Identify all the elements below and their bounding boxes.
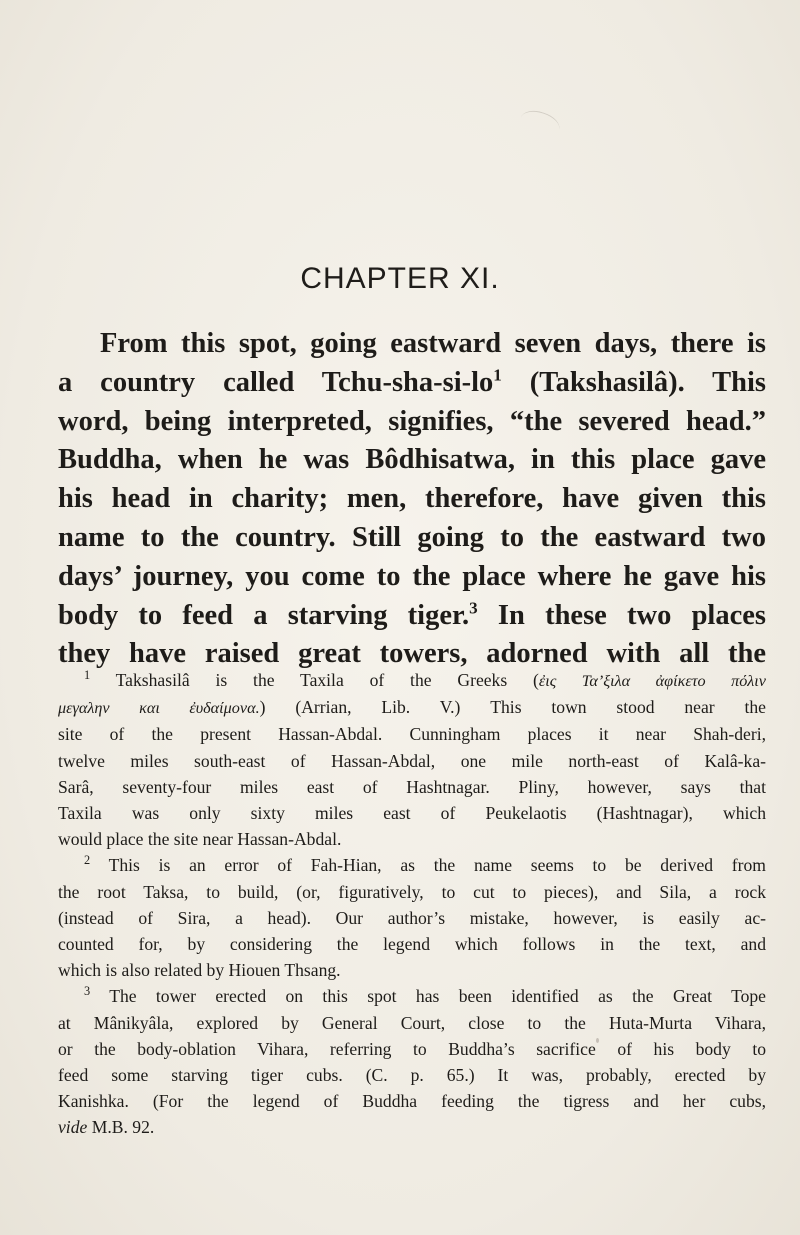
chapter-heading: CHAPTER XI.	[300, 262, 500, 295]
body-line: From this spot, going eastward seven days, there is	[100, 328, 766, 359]
footnote-ref[interactable]: 3	[469, 598, 478, 618]
footnote-3-mark: 3	[84, 984, 91, 999]
greek-quote: μεγαλην και ἐυδαίμονα.	[58, 699, 260, 718]
footnote-3-line: $^3$ The tower erected on this spot has been identified as the Great Tope	[84, 984, 766, 1007]
footnote-2-line: which is also related by Hiouen Thsang.	[58, 960, 341, 981]
footnotes	[58, 667, 766, 1141]
footnote-2-line: (instead of Sira, a head). Our author’s mistake, however, is easily ac-	[58, 907, 766, 928]
footnote-ref[interactable]: 1	[493, 365, 502, 385]
footnote-3-line: vide M.B. 92.	[58, 1117, 155, 1138]
footnote-1-line: μεγαλην και ἐυδαίμονα.) (Arrian, Lib. V.) This town stood near the	[58, 697, 766, 718]
paper-speck	[596, 1038, 599, 1043]
greek-quote: ἐις Τα’ξιλα ἀφίκετο πόλιν	[538, 672, 766, 690]
footnote-2-line: $^2$ This is an error of Fah-Hian, as the name seems to be derived from	[84, 853, 766, 876]
body-paragraph	[58, 325, 766, 674]
footnote-1-line: Sarâ, seventy-four miles east of Hashtnagar. Pliny, however, says that	[58, 776, 766, 797]
footnote-2-line: counted for, by considering the legend which follows in the text, and	[58, 934, 766, 955]
footnote-2-line: the root Taksa, to build, (or, figuratively, to cut to pieces), and Sila, a rock	[58, 881, 766, 902]
footnote-3-line: or the body-oblation Vihara, referring to Buddha’s sacrifice of his body to	[58, 1038, 766, 1059]
footnote-1-line: $^1$ Takshasilâ is the Taxila of the Greeks (ἐις Τα’ξιλα ἀφίκετο πόλιν	[84, 668, 766, 690]
body-line: they have raised great towers, adorned with all the	[58, 638, 766, 670]
footnote-1-line: site of the present Hassan-Abdal. Cunningham places it near Shah-deri,	[58, 724, 766, 745]
footnote-3-line: feed some starving tiger cubs. (C. p. 65.) It was, probably, erected by	[58, 1065, 766, 1086]
footnote-3-line: at Mânikyâla, explored by General Court, close to the Huta-Murta Vihara,	[58, 1012, 766, 1033]
body-line: Buddha, when he was Bôdhisatwa, in this place gave	[58, 444, 766, 476]
footnote-2-mark: 2	[84, 853, 91, 868]
footnote-3-line: Kanishka. (For the legend of Buddha feeding the tigress and her cubs,	[58, 1091, 766, 1112]
body-line: his head in charity; men, therefore, have given this	[58, 483, 766, 515]
paper-blemish	[517, 106, 562, 140]
body-line: name to the country. Still going to the eastward two	[58, 521, 766, 553]
footnote-1-line: would place the site near Hassan-Abdal.	[58, 829, 342, 850]
body-line: body to feed a starving tiger.$^3$ In these two places	[58, 598, 766, 631]
body-line: a country called Tchu-$sha-si-lo^1$ (Takshasilâ). This	[58, 365, 766, 398]
body-line: days’ journey, you come to the place where he gave his	[58, 560, 766, 592]
footnote-1-line: Taxila was only sixty miles east of Peukelaotis (Hashtnagar), which	[58, 803, 766, 824]
footnote-1-mark: 1	[84, 668, 91, 683]
body-line: word, being interpreted, signifies, “the severed head.”	[58, 405, 766, 437]
footnote-1-line: twelve miles south-east of Hassan-Abdal, one mile north-east of Kalâ-ka-	[58, 750, 766, 771]
